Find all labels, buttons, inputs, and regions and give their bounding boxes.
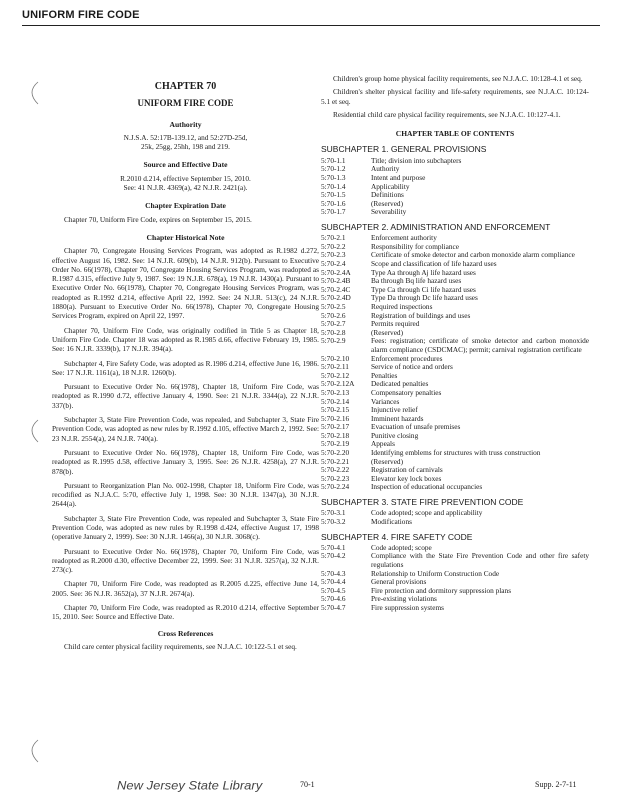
margin-mark	[24, 80, 44, 106]
authority-heading: Authority	[169, 119, 202, 129]
section-number: 5:70-2.10	[321, 353, 350, 363]
section-number: 5:70-2.13	[321, 387, 350, 397]
section-title: Dedicated penalties	[371, 379, 429, 389]
section-number: 5:70-2.5	[321, 301, 346, 311]
toc-entry	[321, 552, 589, 569]
toc-entry	[321, 518, 589, 527]
section-title: Type Da through Dc life hazard uses	[371, 293, 478, 303]
section-title: Ba through Bq life hazard uses	[371, 276, 462, 286]
toc-entry	[321, 363, 589, 372]
toc-entry	[321, 174, 589, 183]
section-number: 5:70-2.17	[321, 422, 350, 432]
section-title: Definitions	[371, 190, 404, 200]
section-title: Identifying emblems for structures with truss construction	[371, 448, 541, 458]
section-number: 5:70-4.3	[321, 568, 346, 578]
section-number: 5:70-2.3	[321, 250, 346, 260]
section-number: 5:70-3.1	[321, 508, 346, 518]
section-number: 5:70-3.2	[321, 516, 346, 526]
history-paragraph: Subchapter 3, State Fire Prevention Code, was repealed, and Subchapter 3, State Fire Prevention Code, was adopted as new rules by R.1992 d.105, effective March 2, 1992. See: 23 N.J.R. 2554(a), 24 N.J.R. 740(a).	[52, 415, 319, 443]
section-number: 5:70-2.20	[321, 448, 350, 458]
toc-entry	[321, 372, 589, 381]
section-title: Code adopted; scope	[371, 542, 432, 552]
toc-entry	[321, 509, 589, 518]
history-paragraph: Subchapter 3, State Fire Prevention Code, was repealed and Subchapter 3, State Fire Prevention Code, was adopted as new rules by R.1998 d.424, effective August 17, 1998 (operative January 2, 1999). See: 30 N.J.R. 1466(a), 30 N.J.R. 3068(c).	[52, 513, 319, 542]
section-title: Compliance with the State Fire Prevention Code and other fire safety regulations	[371, 551, 589, 570]
subchapter-sections	[321, 544, 589, 613]
subchapter-sections	[321, 234, 589, 492]
section-title: Code adopted; scope and applicability	[371, 508, 483, 518]
section-title: Severability	[371, 207, 407, 217]
section-number: 5:70-4.7	[321, 602, 346, 612]
section-number: 5:70-2.22	[321, 465, 350, 475]
authority-line: 25k, 25gg, 25hh, 198 and 219.	[141, 142, 230, 152]
page-number: 70-1	[300, 780, 315, 789]
crossref-list	[321, 74, 589, 119]
toc-entry	[321, 406, 589, 415]
toc-entry	[321, 294, 589, 303]
toc-entry	[321, 320, 589, 329]
section-title: Elevator key lock boxes	[371, 473, 442, 483]
authority-line: N.J.S.A. 52:17B-139.12, and 52:27D-25d,	[123, 132, 248, 142]
history-paragraph: Subchapter 4, Fire Safety Code, was adopted as R.1986 d.214, effective June 16, 1986. See: 17 N.J.R. 1161(a), 18 N.J.R. 1260(b).	[52, 358, 319, 377]
toc-entry	[321, 587, 589, 596]
history-paragraph: Chapter 70, Uniform Fire Code, was originally codified in Title 5 as Chapter 18, Uniform Fire Code. Chapter 18 was adopted as R.1985 d.66, effective February 19, 1985. See: 16 N.J.R. 3339(b), 17 N.J.R. 394(a).	[52, 325, 319, 354]
section-title: Relationship to Uniform Construction Code	[371, 568, 500, 578]
toc-entry	[321, 157, 589, 166]
section-title: Imminent hazards	[371, 413, 424, 423]
toc-entry	[321, 483, 589, 492]
section-number: 5:70-2.8	[321, 327, 346, 337]
subchapter-title: SUBCHAPTER 4. FIRE SAFETY CODE	[321, 531, 473, 542]
section-title: Evacuation of unsafe premises	[371, 422, 461, 432]
section-number: 5:70-1.7	[321, 207, 346, 217]
section-number: 5:70-2.11	[321, 362, 349, 372]
history-paragraph: Chapter 70, Uniform Fire Code, was readopted as R.2005 d.225, effective June 14, 2005. See: 36 N.J.R. 3652(a), 37 N.J.R. 2674(a).	[52, 579, 319, 598]
history-paragraph: Chapter 70, Congregate Housing Services Program, was adopted as R.1982 d.272, effective August 16, 1982. See: 14 N.J.R. 609(b), 14 N.J.R. 912(b). Pursuant to Executive Order No. 66(1978), Chapter 70, Congregate Housing Services Program, was readopted as R.1987 d.315, effective July 9, 1987. See: 19 N.J.R. 678(a), 19 N.J.R. 1430(a). Pursuant to Executive Order No. 66(1978), Chapter 70, Congregate Housing Services Program, was readopted as R.1992 d.214, effective April 22, 1992. See: 24 N.J.R. 513(c), 24 N.J.R. 1880(a). Pursuant to Executive Order No. 66(1978), Chapter 70, Congregate Housing Services Program, expired on April 22, 1997.	[52, 246, 319, 321]
section-title: Modifications	[371, 516, 412, 526]
section-number: 5:70-4.4	[321, 577, 346, 587]
subchapter-title: SUBCHAPTER 3. STATE FIRE PREVENTION CODE	[321, 497, 524, 508]
toc-entry	[321, 398, 589, 407]
history-heading: Chapter Historical Note	[146, 232, 225, 242]
section-number: 5:70-2.7	[321, 319, 346, 329]
section-title: Intent and purpose	[371, 172, 426, 182]
supplement-date: Supp. 2-7-11	[535, 780, 577, 789]
section-title: Certificate of smoke detector and carbon monoxide alarm compliance	[371, 250, 575, 260]
section-title: Required inspections	[371, 301, 433, 311]
expiration-text: Chapter 70, Uniform Fire Code, expires on September 15, 2015.	[64, 214, 252, 224]
toc-entry	[321, 604, 589, 613]
section-title: Inspection of educational occupancies	[371, 482, 483, 492]
header-rule	[22, 25, 600, 26]
source-line: R.2010 d.214, effective September 15, 2010.	[120, 173, 251, 183]
crossref-paragraph: Children's shelter physical facility and life-safety requirements, see N.J.A.C. 10:124-5.1 et seq.	[321, 87, 589, 106]
source-line: See: 41 N.J.R. 4369(a), 42 N.J.R. 2421(a).	[123, 183, 248, 193]
section-number: 5:70-1.1	[321, 155, 346, 165]
section-title: Service of notice and orders	[371, 362, 453, 372]
section-number: 5:70-2.4C	[321, 284, 351, 294]
subchapter-title: SUBCHAPTER 2. ADMINISTRATION AND ENFORCEMENT	[321, 221, 551, 232]
toc-entry	[321, 208, 589, 217]
history-paragraph: Pursuant to Executive Order No. 66(1978), Chapter 18, Uniform Fire Code, was readopted as R.1990 d.72, effective January 4, 1990. See: 21 N.J.R. 3344(a), 22 N.J.R. 337(b).	[52, 382, 319, 410]
crossref-heading: Cross References	[157, 628, 214, 638]
section-number: 5:70-2.4	[321, 259, 346, 269]
toc-entry	[321, 432, 589, 441]
toc-entry	[321, 389, 589, 398]
section-number: 5:70-2.9	[321, 336, 346, 346]
section-number: 5:70-4.2	[321, 551, 346, 561]
section-number: 5:70-4.5	[321, 585, 346, 595]
toc-entry	[321, 165, 589, 174]
crossref-text: Child care center physical facility requirements, see N.J.A.C. 10:122-5.1 et seq.	[64, 641, 297, 651]
toc-heading: CHAPTER TABLE OF CONTENTS	[395, 129, 515, 139]
history-paragraph: Pursuant to Reorganization Plan No. 002-1998, Chapter 18, Uniform Fire Code, was recodified as N.J.A.C. 5:70, effective July 1, 1998. See: 30 N.J.R. 1347(a), 30 N.J.R. 2644(a).	[52, 480, 319, 509]
subchapter-sections	[321, 157, 589, 217]
section-number: 5:70-2.21	[321, 456, 350, 466]
section-number: 5:70-1.3	[321, 172, 346, 182]
toc-entry	[321, 570, 589, 579]
subchapter-title: SUBCHAPTER 1. GENERAL PROVISIONS	[321, 144, 487, 155]
section-number: 5:70-2.6	[321, 310, 346, 320]
subchapter-sections	[321, 509, 589, 526]
section-title: Pre-existing violations	[371, 594, 437, 604]
running-header: UNIFORM FIRE CODE	[22, 9, 140, 21]
margin-mark	[24, 738, 44, 764]
section-title: Enforcement authority	[371, 233, 437, 243]
history-paragraph: Chapter 70, Uniform Fire Code, was readopted as R.2010 d.214, effective September 15, 2010. See: Source and Effective Date.	[52, 603, 319, 622]
section-number: 5:70-2.19	[321, 439, 350, 449]
section-title: (Reserved)	[371, 456, 404, 466]
toc-entry	[321, 337, 589, 354]
history-paragraph: Pursuant to Executive Order No. 66(1978), Chapter 18, Uniform Fire Code, was readopted as R.1995 d.58, effective January 3, 1995. See: 26 N.J.R. 4258(a), 27 N.J.R. 878(b).	[52, 447, 319, 476]
section-number: 5:70-1.6	[321, 198, 346, 208]
toc-entry	[321, 595, 589, 604]
expiration-heading: Chapter Expiration Date	[145, 201, 226, 211]
section-title: Permits required	[371, 319, 420, 329]
section-title: Scope and classification of life hazard uses	[371, 259, 497, 269]
section-title: (Reserved)	[371, 198, 404, 208]
section-number: 5:70-2.12A	[321, 379, 355, 389]
toc-entry	[321, 312, 589, 321]
section-title: Compensatory penalties	[371, 387, 442, 397]
section-title: Variances	[371, 396, 400, 406]
section-number: 5:70-2.23	[321, 473, 350, 483]
section-title: Authority	[371, 164, 400, 174]
section-title: Title; division into subchapters	[371, 155, 462, 165]
section-number: 5:70-1.2	[321, 164, 346, 174]
toc-entry	[321, 355, 589, 364]
toc-entry	[321, 380, 589, 389]
left-column	[52, 82, 319, 656]
section-title: Applicability	[371, 181, 410, 191]
history-notes	[52, 246, 319, 621]
section-number: 5:70-2.15	[321, 405, 350, 415]
crossref-paragraph: Children's group home physical facility requirements, see N.J.A.C. 10:128-4.1 et seq.	[333, 74, 583, 83]
section-number: 5:70-1.4	[321, 181, 346, 191]
chapter-number: CHAPTER 70	[154, 81, 217, 92]
section-title: Fire protection and dormitory suppression plans	[371, 585, 512, 595]
section-title: Penalties	[371, 370, 398, 380]
section-title: Fire suppression systems	[371, 602, 444, 612]
toc-entry	[321, 191, 589, 200]
toc-entry	[321, 183, 589, 192]
margin-mark	[24, 418, 44, 444]
right-column	[321, 74, 589, 619]
section-number: 5:70-4.1	[321, 542, 346, 552]
section-number: 5:70-2.24	[321, 482, 350, 492]
section-number: 5:70-2.4B	[321, 276, 351, 286]
section-title: Type Ca through Ci life hazard uses	[371, 284, 476, 294]
section-number: 5:70-2.4A	[321, 267, 351, 277]
history-paragraph: Pursuant to Executive Order No. 66(1978), Chapter 70, Uniform Fire Code, was readopted as R.2000 d.30, effective December 22, 1999. See: 31 N.J.R. 3257(a), 32 N.J.R. 273(c).	[52, 546, 319, 575]
section-number: 5:70-4.6	[321, 594, 346, 604]
section-title: Registration of carnivals	[371, 465, 443, 475]
section-number: 5:70-2.2	[321, 241, 346, 251]
toc-entry	[321, 466, 589, 475]
library-stamp: New Jersey State Library	[117, 778, 263, 793]
section-title: General provisions	[371, 577, 427, 587]
toc-entry	[321, 423, 589, 432]
section-title: Registration of buildings and uses	[371, 310, 471, 320]
section-number: 5:70-1.5	[321, 190, 346, 200]
section-title: Appeals	[371, 439, 395, 449]
toc-entry	[321, 449, 589, 458]
section-title: Type Aa through Aj life hazard uses	[371, 267, 476, 277]
toc-entry	[321, 458, 589, 467]
table-of-contents	[321, 145, 589, 612]
section-number: 5:70-2.4D	[321, 293, 351, 303]
source-heading: Source and Effective Date	[143, 160, 228, 170]
section-title: Injunctive relief	[371, 405, 418, 415]
section-number: 5:70-2.14	[321, 396, 350, 406]
section-title: Enforcement procedures	[371, 353, 443, 363]
section-number: 5:70-2.18	[321, 430, 350, 440]
section-number: 5:70-2.12	[321, 370, 350, 380]
toc-entry	[321, 200, 589, 209]
section-number: 5:70-2.1	[321, 233, 346, 243]
crossref-paragraph: Residential child care physical facility requirements, see N.J.A.C. 10:127-4.1.	[333, 109, 561, 119]
section-title: Punitive closing	[371, 430, 419, 440]
section-title: Fees: registration; certificate of smoke detector and carbon monoxide alarm compliance (CSDCMAC); permit; carnival registration certificate	[371, 336, 589, 354]
section-number: 5:70-2.16	[321, 413, 350, 423]
section-title: Responsibility for compliance	[371, 241, 459, 251]
section-title: (Reserved)	[371, 327, 404, 337]
chapter-title: UNIFORM FIRE CODE	[137, 98, 234, 109]
